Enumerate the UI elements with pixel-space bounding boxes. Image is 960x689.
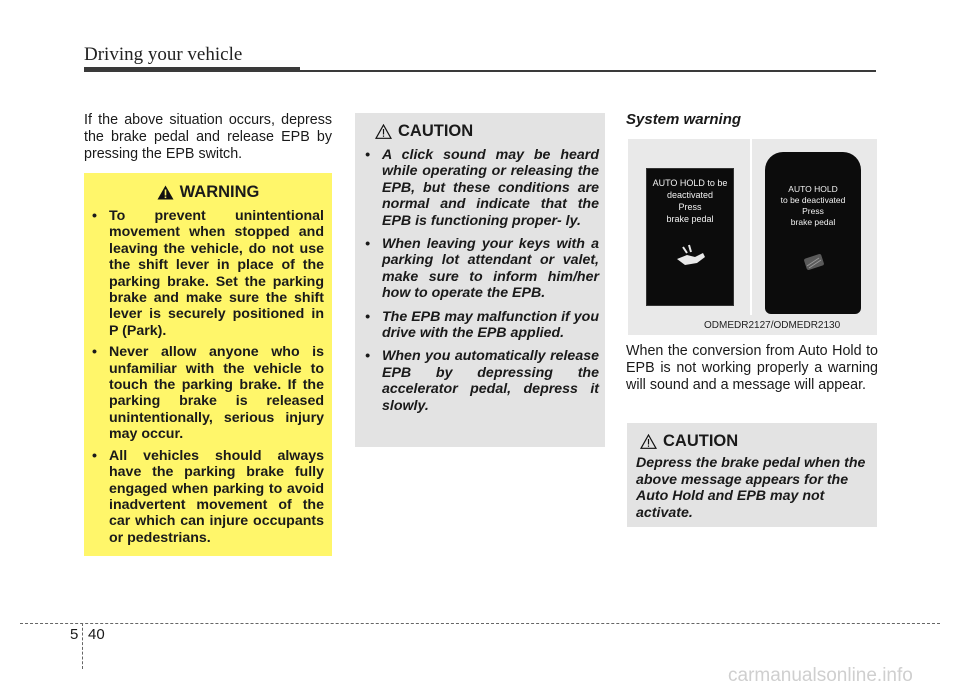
odometer-digits (650, 282, 655, 298)
caution-box-right (627, 423, 877, 527)
list-item: • A click sound may be heard while operating or releasing the EPB, but these conditions are normal and indicate that the EPB is functioning proper- ly. (365, 147, 599, 229)
figure-caption: ODMEDR2127/ODMEDR2130 (704, 320, 841, 331)
chapter-number: 5 (70, 626, 79, 643)
list-item: • To prevent unintentional movement when stopped and leaving the vehicle, do not use the shift lever in place of the parking brake. Set the parking brake and make sure the shift lever is securely positioned in P (Park). (92, 208, 324, 339)
figure-divider (750, 139, 752, 315)
caution-heading-label: CAUTION (663, 432, 739, 450)
list-item: • When leaving your keys with a parking lot attendant or valet, make sure to inform him/her how to operate the EPB. (365, 236, 599, 302)
page-number: 40 (88, 626, 105, 643)
warning-heading (92, 183, 324, 202)
cluster-message-right: AUTO HOLD to be deactivated Press brake pedal (780, 184, 846, 227)
footer-rule (20, 623, 940, 624)
intro-paragraph: If the above situation occurs, depress the brake pedal and release EPB by pressing the EPB switch. (84, 112, 332, 162)
brake-pedal-foot-icon (673, 243, 709, 271)
section-title: System warning (626, 111, 742, 128)
caution-heading-label: CAUTION (398, 122, 474, 140)
brake-pedal-icon (799, 248, 829, 274)
system-warning-paragraph: When the conversion from Auto Hold to EPB is not working properly a warning will sound and a message will appear. (626, 343, 878, 393)
caution-heading (636, 432, 869, 451)
header-rule-thin (300, 70, 876, 72)
caution-triangle-icon (640, 434, 657, 449)
cluster-display-left (646, 168, 734, 306)
watermark: carmanualsonline.info (728, 665, 913, 686)
header-rule-thick (84, 67, 300, 72)
list-item: • Never allow anyone who is unfamiliar with the vehicle to touch the parking brake. If the parking brake is released unintentionally, serious injury may occur. (92, 344, 324, 442)
warning-triangle-icon (157, 185, 174, 200)
caution-list (365, 147, 599, 414)
header-title: Driving your vehicle (84, 44, 243, 65)
caution-triangle-icon (375, 124, 392, 139)
list-item: • The EPB may malfunction if you drive with the EPB applied. (365, 309, 599, 342)
footer-separator (82, 623, 83, 669)
caution-heading (365, 122, 599, 141)
caution-body: Depress the brake pedal when the above message appears for the Auto Hold and EPB may not activate. (636, 455, 866, 521)
warning-box (84, 173, 332, 556)
list-item: • All vehicles should always have the parking brake fully engaged when parking to avoid inadvertent movement of the car which can injure occupants or pedestrians. (92, 448, 324, 546)
caution-box-middle (355, 113, 605, 447)
cluster-display-right (765, 152, 861, 314)
list-item: • When you automatically release EPB by depressing the accelerator pedal, depress it slowly. (365, 348, 599, 414)
warning-heading-label: WARNING (179, 183, 260, 201)
cluster-message-left: AUTO HOLD to be deactivated Press brake pedal (652, 178, 728, 224)
warning-list (92, 208, 324, 546)
